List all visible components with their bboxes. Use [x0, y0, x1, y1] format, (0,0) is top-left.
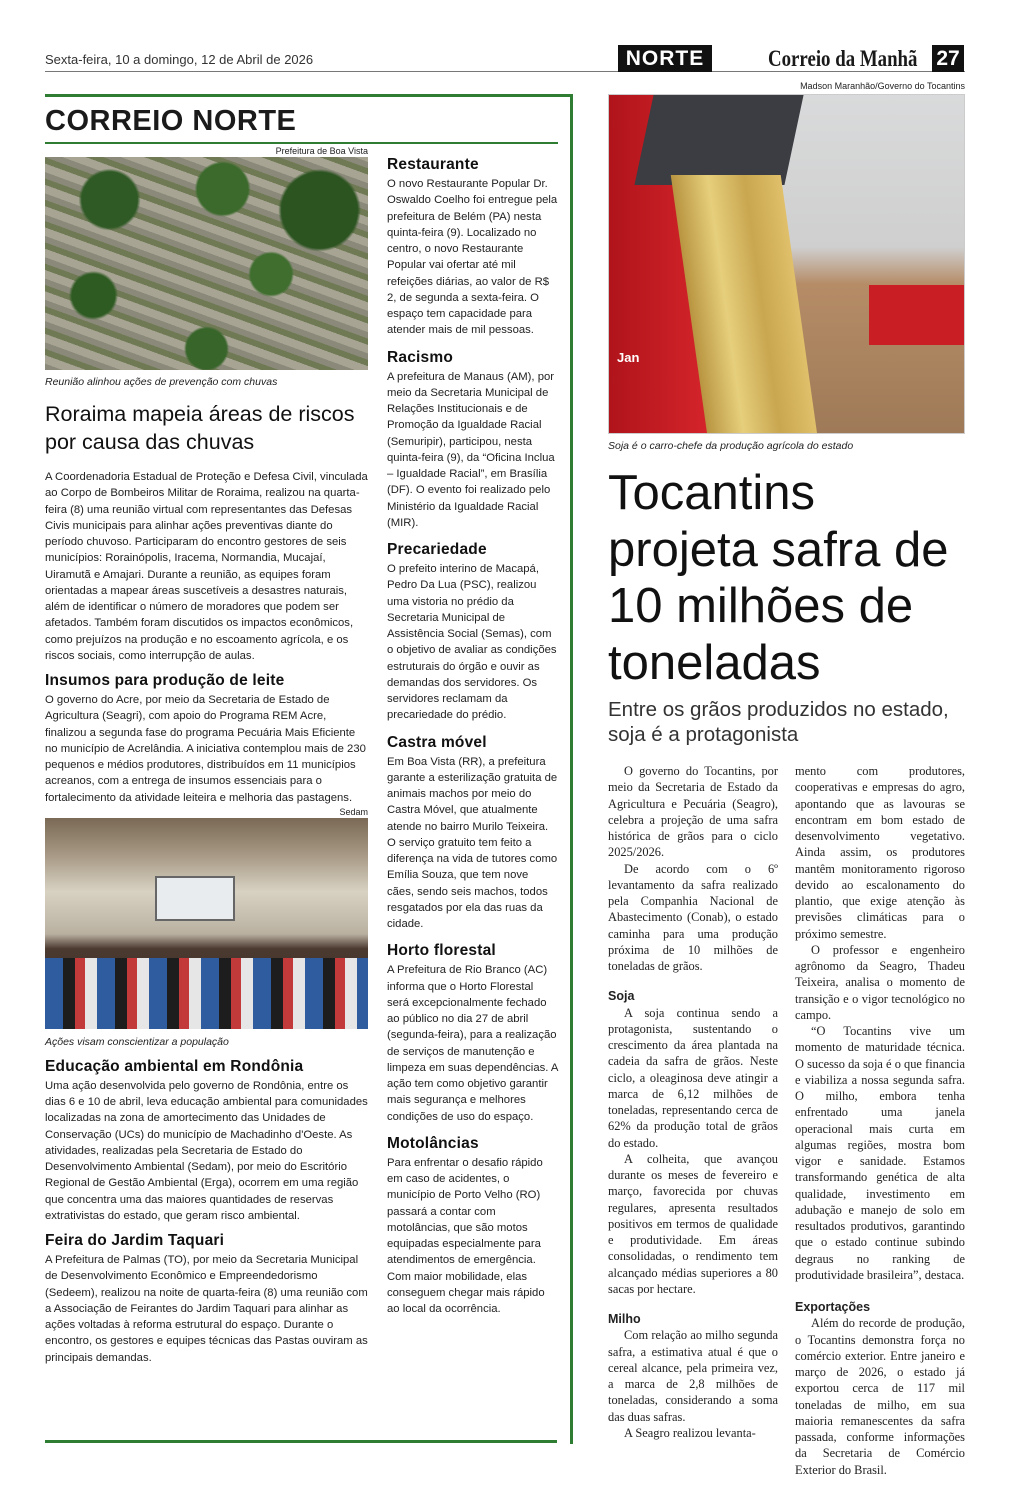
brief-body: A Prefeitura de Rio Branco (AC) informa que o Horto Florestal será excepcionalmente fechado ao público no dia 27 de abril (segunda-feira), para a realização de serviços de manutenção e limpeza em suas dependências. A ação tem como objetivo garantir mais segurança e melhores condições de uso do espaço. [387, 964, 558, 1123]
frame-top-rule [45, 94, 573, 97]
page-number: 27 [932, 45, 964, 72]
brief-body: Em Boa Vista (RR), a prefeitura garante a esterilização gratuita de animais machos por meio do Castra Móvel, que atualmente atende no bairro Murilo Teixeira. O serviço gratuito tem feito a diferença na vida de tutores como Emília Souza, que tem nove cães, sendo seis machos, todos resgatados por ela das ruas da cidade. [387, 755, 558, 930]
subtitle: Entre os grãos produzidos no estado, soja é a protagonista [608, 698, 949, 746]
headline: Roraima mapeia áreas de riscos por causa das chuvas [45, 402, 355, 454]
photo-caption: Soja é o carro-chefe da produção agrícola do estado [608, 440, 854, 452]
brief-title: Restaurante [387, 156, 479, 173]
photo-credit: Prefeitura de Boa Vista [275, 146, 368, 156]
article-column-1 [608, 763, 778, 1441]
main-headline: Tocantins projeta safra de 10 milhões de toneladas [608, 466, 949, 690]
section-tag: NORTE [618, 45, 712, 72]
newspaper-logo: Correio da Manhã [768, 46, 918, 71]
section-title: CORREIO NORTE [45, 105, 297, 137]
brief-body: O novo Restaurante Popular Dr. Oswaldo Coelho foi entregue pela prefeitura de Belém (PA) nesta quinta-feira (9). Localizado no centro, o novo Restaurante Popular vai ofertar até mil refeições diárias, ao valor de R$ 2, de segunda a sexta-feira. O espaço tem capacidade para atender mais de mil pessoas. [387, 178, 558, 337]
article-subhead: Exportações [795, 1300, 871, 1314]
brief-title: Horto florestal [387, 942, 496, 960]
article-subhead: Milho [608, 1312, 641, 1326]
article-paragraph: O governo do Tocantins, por meio da Secretaria de Estado da Agricultura e Pecuária (Seagro), celebra a projeção de uma safra histórica de grãos para o ciclo 2025/2026. [608, 764, 778, 860]
machine-label: Jan [617, 350, 640, 365]
story-body: O governo do Acre, por meio da Secretaria de Estado de Agricultura (Seagri), com apoio do Programa REM Acre, finalizou a segunda fase do programa Pecuária Mais Eficiente no município de Acrelândia. A iniciativa contemplou mais de 230 pequenos e médios produtores, distribuídos em 11 municípios acreanos, com a entrega de insumos essenciais para o fortalecimento da atividade leiteira e melhoria das pastagens. [45, 694, 366, 804]
photo-credit: Madson Maranhão/Governo do Tocantins [800, 81, 965, 91]
brief-title: Castra móvel [387, 733, 487, 751]
article-subhead: Soja [608, 989, 635, 1004]
briefs-column [387, 146, 558, 1317]
soy-harvest-photo [608, 94, 965, 434]
frame-bottom-rule [45, 1440, 557, 1443]
brief-body: A prefeitura de Manaus (AM), por meio da Secretaria Municipal de Relações Institucionais e de Promoção da Igualdade Racial (Semuripir), participou, nesta quinta-feira (9), da “Oficina Inclua – Igualdade Racial”, em Brasília (DF). O evento foi realizado pelo Ministério da Igualdade Racial (MIR). [387, 370, 555, 529]
story-body: A Prefeitura de Palmas (TO), por meio da Secretaria Municipal de Desenvolvimento Econômico e Empreendedorismo (Sedeem), realizou na noite de quarta-feira (8) uma reunião com a Associação de Feirantes do Jardim Taquari para alinhar as ações voltadas à reforma estrutural do espaço. Durante o encontro, os gestores e equipes técnicas das Pastas ouviram as principais demandas. [45, 1254, 368, 1364]
photo-caption: Ações visam conscientizar a população [45, 1035, 229, 1048]
flood-photo [45, 157, 368, 370]
brief-body: O prefeito interino de Macapá, Pedro Da Lua (PSC), realizou uma vistoria no prédio da Secretaria Municipal de Assistência Social (Semas), com o objetivo de avaliar as condições estruturais do órgão e ouvir as demandas dos servidores. Os servidores reclamam da precariedade do prédio. [387, 563, 557, 722]
brief-title: Racismo [387, 348, 454, 366]
article-paragraph: A colheita, que avançou durante os meses de fevereiro e março, favorecida por chuvas regulares, apresenta resultados positivos em termos de qualidade e produtividade. Em áreas consolidadas, o rendimento tem alcançado médias superiores a 80 sacas por hectare. [608, 1151, 778, 1296]
article-paragraph: mento com produtores, cooperativas e empresas do agro, apontando que as lavouras se encontram em bom estado de desenvolvimento vegetativo. Ainda assim, os produtores mantêm monitoramento rigoroso devido ao escalonamento do plantio, que exige atenção às previsões climáticas para o próximo semestre. [795, 764, 965, 941]
story-title: Insumos para produção de leite [45, 672, 285, 689]
photo-caption: Reunião alinhou ações de prevenção com chuvas [45, 376, 278, 388]
story-body: Uma ação desenvolvida pelo governo de Rondônia, entre os dias 6 e 10 de abril, leva educação ambiental para comunidades localizadas na zona de amortecimento das Unidades de Conservação (UCs) do município de Machadinho d'Oeste. As atividades, realizadas pela Secretaria de Estado do Desenvolvimento Ambiental (Sedam), por meio do Escritório Regional de Gestão Ambiental (Erga), ocorrem em uma região que concentra uma das maiores quantidades de reservas extrativistas do estado, que geram risco ambiental. [45, 1079, 368, 1222]
frame-side-rule [570, 94, 573, 1444]
classroom-photo [45, 818, 368, 1029]
brief-title: Precariedade [387, 541, 487, 558]
brief-body: Para enfrentar o desafio rápido em caso de acidentes, o município de Porto Velho (RO) passará a contar com motolâncias, que são motos equipadas especialmente para atendimentos de emergência. Com maior mobilidade, elas conseguem chegar mais rápido ao local da ocorrência. [387, 1156, 545, 1315]
photo-credit: Sedam [339, 806, 368, 817]
story-title: Educação ambiental em Rondônia [45, 1057, 304, 1075]
left-column [45, 146, 368, 1366]
article-paragraph: De acordo com o 6º levantamento da safra realizado pela Companhia Nacional de Abastecimento (Conab), o estado caminha para uma produção próxima de 10 milhões de toneladas de grãos. [608, 861, 778, 973]
article-paragraph: Com relação ao milho segunda safra, a estimativa atual é que o cereal alcance, pela primeira vez, a marca de 2,8 milhões de toneladas, considerando a soma das duas safras. [608, 1328, 778, 1424]
brief-title: Motolâncias [387, 1134, 479, 1152]
article-paragraph: Além do recorde de produção, o Tocantins demonstra força no comércio exterior. Entre janeiro e março de 2026, o estado já exportou cerca de 117 mil toneladas de milho, em sua maioria remanescentes da safra passada, conforme informações da Secretaria de Comércio Exterior do Brasil. [795, 1316, 965, 1477]
lead-text: A Coordenadoria Estadual de Proteção e Defesa Civil, vinculada ao Corpo de Bombeiros Militar de Roraima, realizou na quarta-feira (8) uma reunião virtual com representantes das Defesas Civis municipais para alinhar ações preventivas diante do período chuvoso. Participaram do encontro gestores de seis municípios: Rorainópolis, Iracema, Normandia, Mucajaí, Uiramutã e Amajari. Durante a reunião, as equipes foram orientadas a mapear áreas suscetíveis a desastres naturais, além de identificar o número de moradores que podem ser afetados. Também foram discutidos os impactos econômicos, como prejuízos na produção e no escoamento agrícola, e os riscos sociais, como interrupção de aulas. [45, 471, 368, 662]
article-paragraph: O professor e engenheiro agrônomo da Seagro, Thadeu Teixeira, analisa o momento de transição e o vigor tecnológico no campo. [795, 942, 965, 1022]
story-title: Feira do Jardim Taquari [45, 1232, 225, 1249]
issue-date: Sexta-feira, 10 a domingo, 12 de Abril de 2026 [45, 52, 314, 67]
article-paragraph: A soja continua sendo a protagonista, sustentando o crescimento da área plantada na cadeia da safra de grãos. Neste ciclo, a oleaginosa deve atingir a marca de 6,12 milhões de toneladas, representando cerca de 62% da produção total de grãos do estado. [608, 1005, 778, 1150]
article-column-2 [795, 763, 965, 1478]
article-paragraph: A Seagro realizou levanta- [624, 1425, 756, 1440]
section-title-rule [45, 142, 558, 144]
article-paragraph: “O Tocantins vive um momento de maturidade técnica. O sucesso da soja é o que financia e viabiliza a nossa segunda safra. O milho, embora tenha enfrentado uma janela operacional mais curta em algumas regiões, mostra bom vigor e sanidade. Estamos transformando genética de alta qualidade, investimento em adubação e manejo de solo em resultados produtivos, garantindo que o estado continue subindo degraus no ranking de produtividade brasileira”, destaca. [795, 1024, 965, 1282]
